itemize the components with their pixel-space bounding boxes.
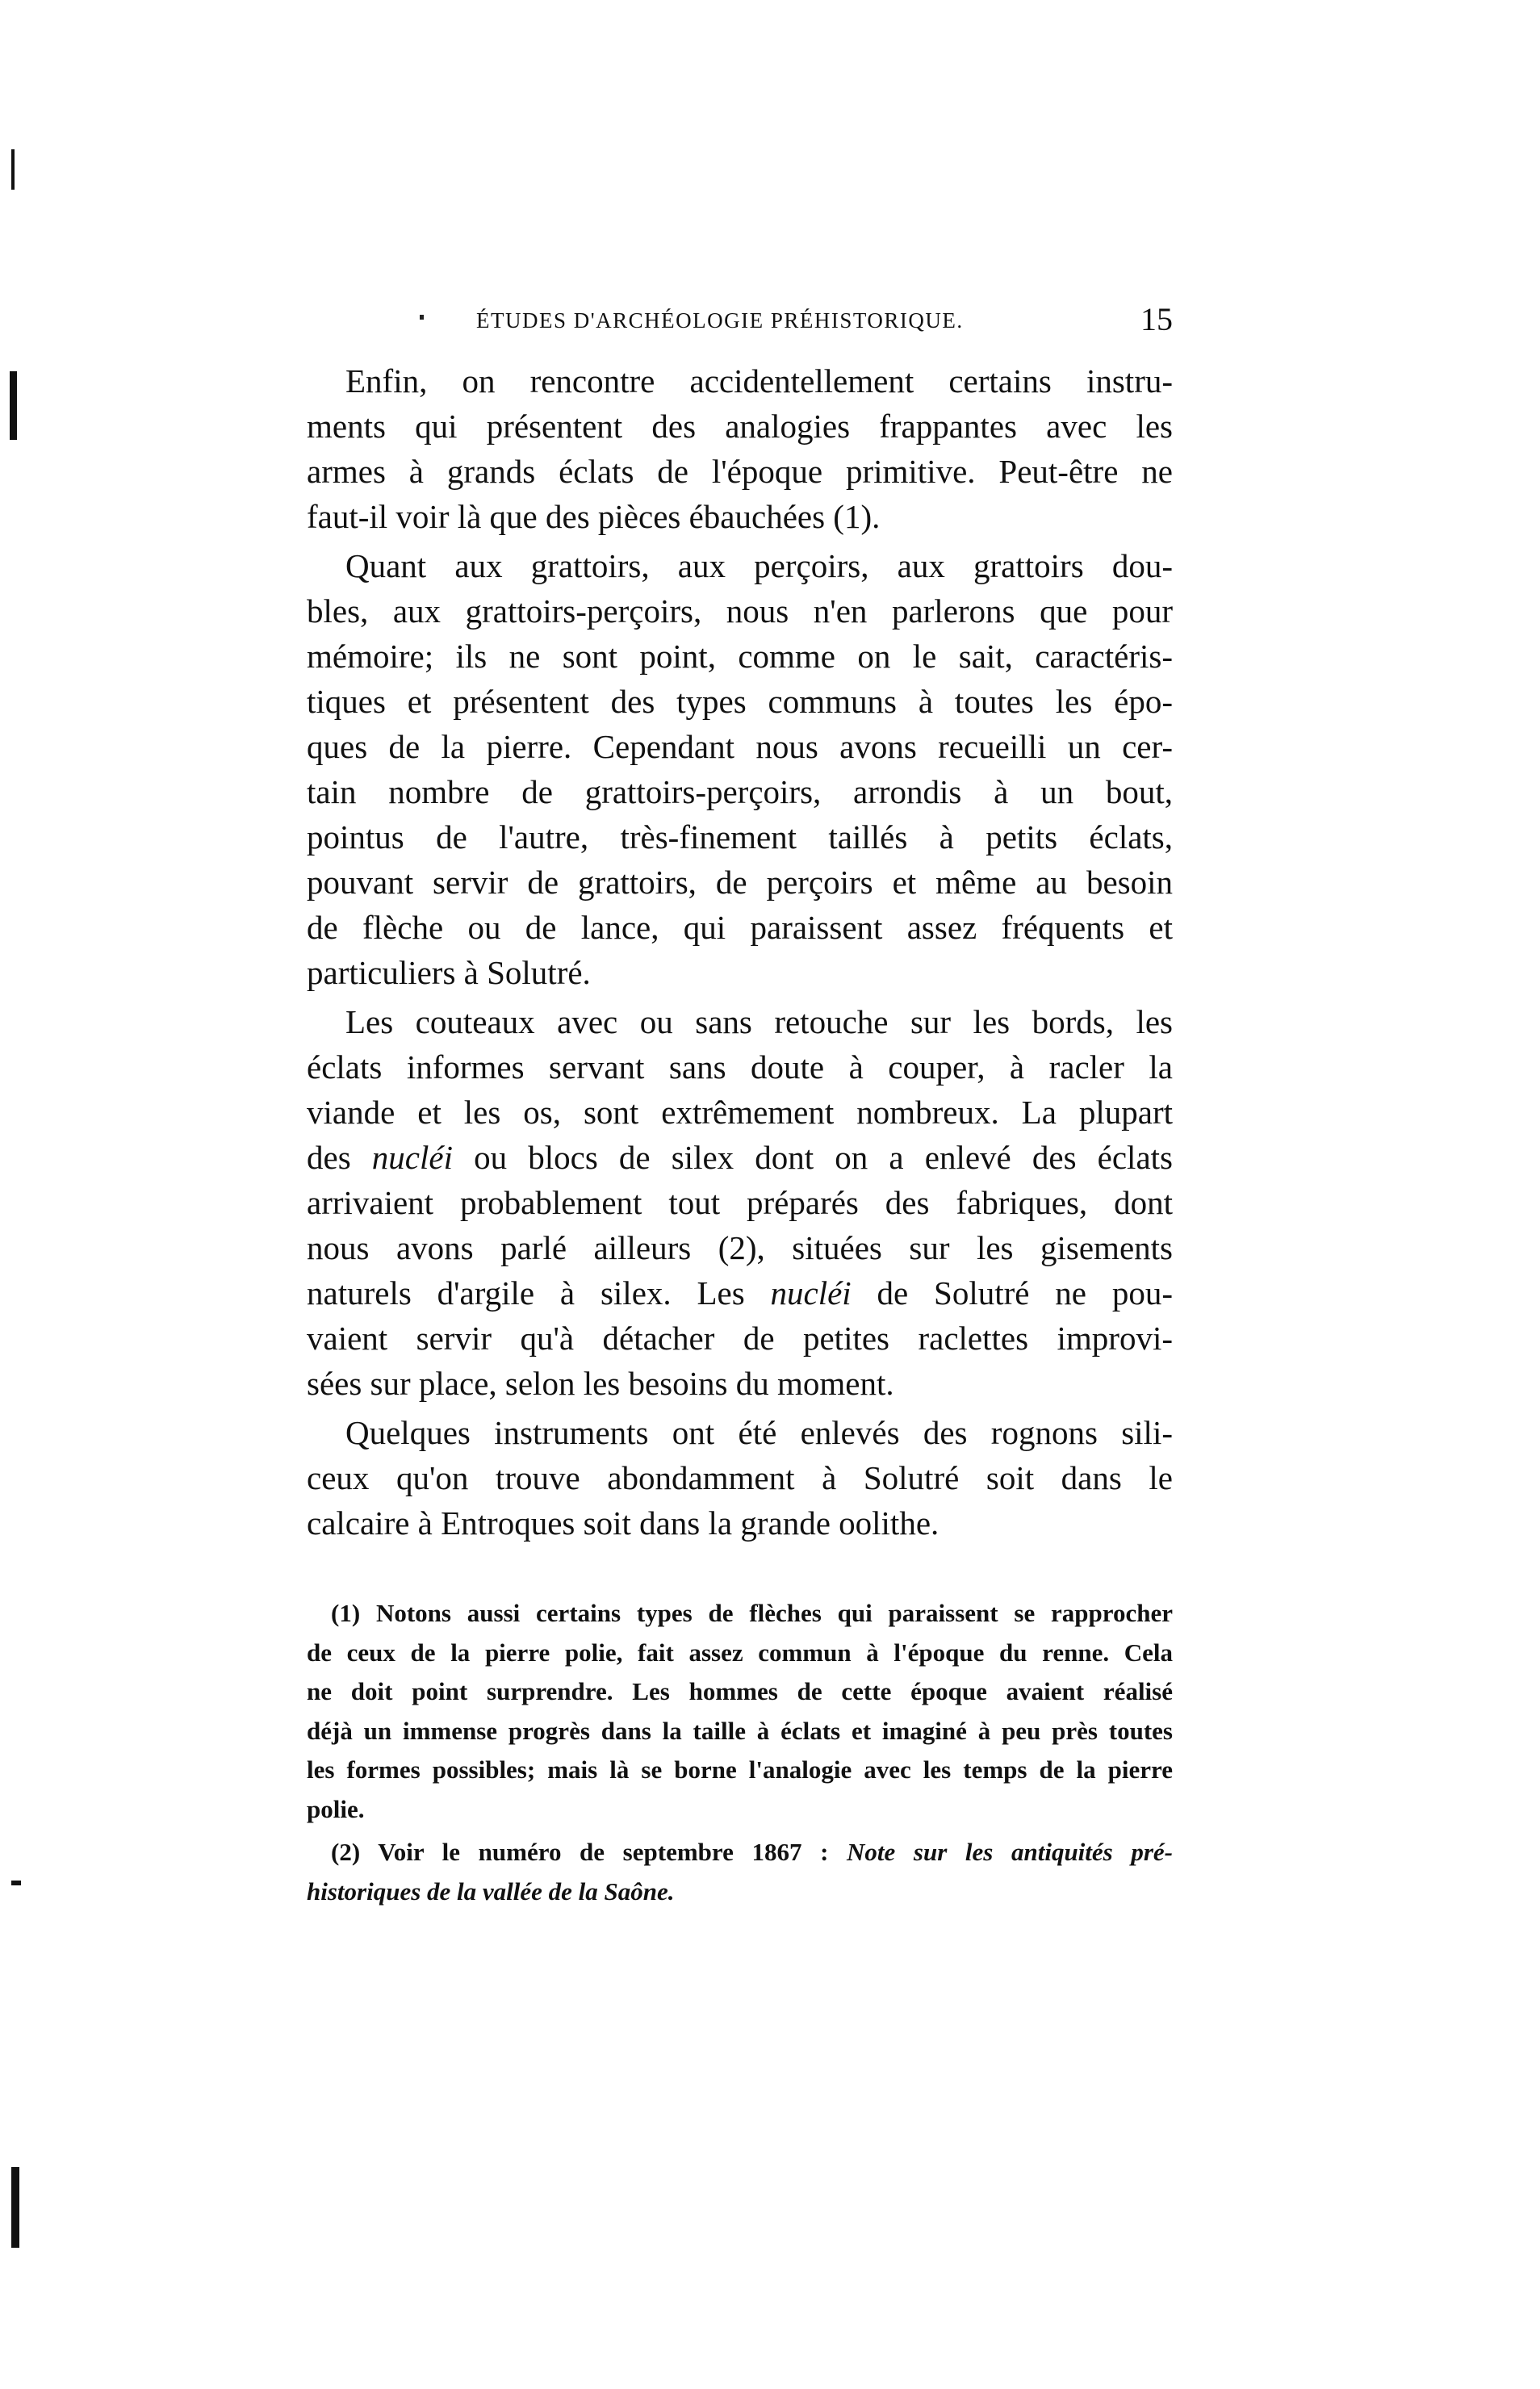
text-segment: ne doit point surprendre. Les hommes de cette époque avaient réalisé: [307, 1677, 1173, 1705]
text-line: [307, 1712, 1173, 1751]
text-segment: Quant aux grattoirs, aux perçoirs, aux grattoirs dou-: [345, 547, 1173, 584]
text-line: [307, 1751, 1173, 1790]
text-line: [307, 1833, 1173, 1872]
text-segment: de ceux de la pierre polie, fait assez commun à l'époque du renne. Cela: [307, 1638, 1173, 1667]
text-segment: nous avons parlé ailleurs (2), situées sur les gisements: [307, 1229, 1173, 1266]
text-line: [307, 1594, 1173, 1634]
text-line: [307, 1455, 1173, 1500]
text-line: [307, 1044, 1173, 1090]
ink-dot: [420, 315, 424, 320]
footnote: [307, 1594, 1173, 1829]
text-segment: Les couteaux avec ou sans retouche sur les bords, les: [345, 1003, 1173, 1040]
text-segment: viande et les os, sont extrêmement nombreux. La plupart: [307, 1094, 1173, 1131]
text-segment: mémoire; ils ne sont point, comme on le sait, caractéris-: [307, 638, 1173, 675]
text-line: [307, 358, 1173, 404]
text-segment: ments qui présentent des analogies frappantes avec les: [307, 408, 1173, 445]
scan-margin-mark: [10, 371, 17, 440]
paragraph: [307, 999, 1173, 1406]
text-segment: calcaire à Entroques soit dans la grande oolithe.: [307, 1504, 939, 1542]
italic-text: Note sur les antiquités pré-: [847, 1838, 1173, 1866]
text-line: [307, 769, 1173, 814]
footnote: [307, 1833, 1173, 1911]
text-segment: polie.: [307, 1794, 365, 1823]
running-title: ÉTUDES D'ARCHÉOLOGIE PRÉHISTORIQUE.: [476, 308, 964, 333]
text-segment: naturels d'argile à silex. Les: [307, 1274, 771, 1312]
text-segment: (2) Voir le numéro de septembre 1867 :: [331, 1838, 847, 1866]
page-number: 15: [1140, 301, 1173, 337]
text-segment: déjà un immense progrès dans la taille à éclats et imaginé à peu près toutes: [307, 1716, 1173, 1745]
text-segment: faut-il voir là que des pièces ébauchées (1).: [307, 498, 881, 535]
text-segment: Enfin, on rencontre accidentellement certains instru-: [345, 362, 1173, 400]
text-segment: tain nombre de grattoirs-perçoirs, arrondis à un bout,: [307, 773, 1173, 810]
text-line: [307, 634, 1173, 679]
text-line: [307, 543, 1173, 588]
scan-margin-mark: [11, 2167, 19, 2248]
paragraph: [307, 358, 1173, 539]
text-line: [307, 1672, 1173, 1712]
scan-margin-mark: [11, 1881, 21, 1885]
text-segment: pouvant servir de grattoirs, de perçoirs et même au besoin: [307, 864, 1173, 901]
text-segment: pointus de l'autre, très-finement taillés à petits éclats,: [307, 818, 1173, 856]
text-line: [307, 1361, 1173, 1406]
text-line: [307, 588, 1173, 634]
paragraph: [307, 1410, 1173, 1546]
text-line: [307, 1410, 1173, 1455]
text-line: [307, 1634, 1173, 1673]
italic-text: nucléi: [371, 1139, 453, 1176]
italic-text: nucléi: [770, 1274, 852, 1312]
text-line: [307, 1180, 1173, 1225]
text-segment: de flèche ou de lance, qui paraissent assez fréquents et: [307, 909, 1173, 946]
text-line: [307, 1500, 1173, 1546]
running-header: [420, 300, 1173, 341]
paragraph: [307, 543, 1173, 995]
italic-text: historiques de la vallée de la Saône.: [307, 1876, 675, 1906]
text-segment: sées sur place, selon les besoins du moment.: [307, 1365, 894, 1402]
text-line: [307, 860, 1173, 905]
text-segment: Quelques instruments ont été enlevés des rognons sili-: [345, 1414, 1173, 1451]
scan-margin-mark: [11, 149, 15, 190]
text-line: [307, 1090, 1173, 1135]
text-segment: vaient servir qu'à détacher de petites raclettes improvi-: [307, 1320, 1173, 1357]
body-text: [307, 358, 1173, 1550]
text-segment: des: [307, 1139, 372, 1176]
text-line: [307, 494, 1173, 539]
text-line: [307, 999, 1173, 1044]
text-segment: armes à grands éclats de l'époque primitive. Peut-être ne: [307, 453, 1173, 490]
text-segment: tiques et présentent des types communs à toutes les épo-: [307, 683, 1173, 720]
text-segment: ou blocs de silex dont on a enlevé des éclats: [452, 1139, 1173, 1176]
text-line: [307, 1790, 1173, 1830]
text-line: [307, 679, 1173, 724]
text-line: [307, 905, 1173, 950]
text-line: [307, 1270, 1173, 1316]
text-line: [307, 1135, 1173, 1180]
text-line: [307, 814, 1173, 860]
text-segment: de Solutré ne pou-: [851, 1274, 1173, 1312]
text-segment: (1) Notons aussi certains types de flèches qui paraissent se rapprocher: [331, 1599, 1173, 1627]
text-line: [307, 724, 1173, 769]
footnotes: [307, 1594, 1173, 1915]
text-line: [307, 404, 1173, 449]
text-line: [307, 1872, 1173, 1912]
text-segment: arrivaient probablement tout préparés des fabriques, dont: [307, 1184, 1173, 1221]
text-line: [307, 950, 1173, 995]
text-segment: ceux qu'on trouve abondamment à Solutré soit dans le: [307, 1459, 1173, 1496]
text-segment: bles, aux grattoirs-perçoirs, nous n'en parlerons que pour: [307, 592, 1173, 630]
text-line: [307, 449, 1173, 494]
text-segment: ques de la pierre. Cependant nous avons recueilli un cer-: [307, 728, 1173, 765]
text-segment: éclats informes servant sans doute à couper, à racler la: [307, 1048, 1173, 1086]
text-segment: les formes possibles; mais là se borne l'analogie avec les temps de la pierre: [307, 1755, 1173, 1784]
text-line: [307, 1225, 1173, 1270]
text-line: [307, 1316, 1173, 1361]
text-segment: particuliers à Solutré.: [307, 954, 591, 991]
